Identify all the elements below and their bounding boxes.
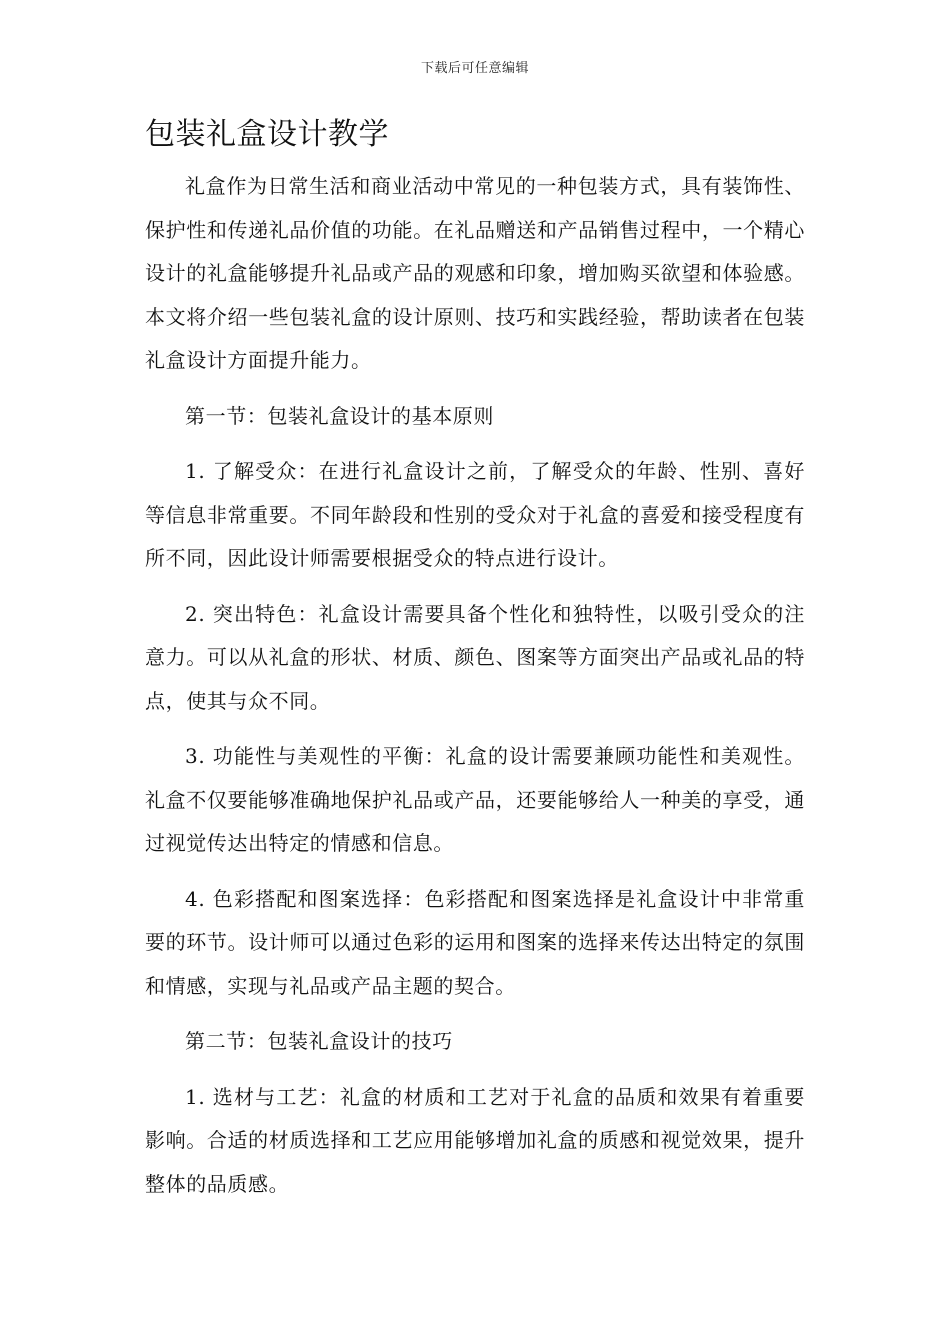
document-body — [145, 165, 805, 1218]
list-item: 3. 功能性与美观性的平衡：礼盒的设计需要兼顾功能性和美观性。礼盒不仅要能够准确地保护礼品或产品，还要能够给人一种美的享受，通过视觉传达出特定的情感和信息。 — [145, 744, 805, 855]
list-item: 1. 了解受众：在进行礼盒设计之前，了解受众的年龄、性别、喜好等信息非常重要。不同年龄段和性别的受众对于礼盒的喜爱和接受程度有所不同，因此设计师需要根据受众的特点进行设计。 — [145, 459, 805, 570]
header-note: 下载后可任意编辑 — [420, 61, 529, 76]
list-item: 2. 突出特色：礼盒设计需要具备个性化和独特性，以吸引受众的注意力。可以从礼盒的形状、材质、颜色、图案等方面突出产品或礼品的特点，使其与众不同。 — [145, 601, 805, 713]
document-title: 包装礼盒设计教学 — [145, 117, 389, 152]
section-heading-1: 第一节：包装礼盒设计的基本原则 — [185, 403, 494, 428]
section-heading-2: 第二节：包装礼盒设计的技巧 — [185, 1029, 453, 1053]
list-item: 4. 色彩搭配和图案选择：色彩搭配和图案选择是礼盒设计中非常重要的环节。设计师可以通过色彩的运用和图案的选择来传达出特定的氛围和情感，实现与礼品或产品主题的契合。 — [145, 886, 805, 998]
list-item: 1. 选材与工艺：礼盒的材质和工艺对于礼盒的品质和效果有着重要影响。合适的材质选择和工艺应用能够增加礼盒的质感和视觉效果，提升整体的品质感。 — [145, 1084, 805, 1196]
intro-paragraph: 礼盒作为日常生活和商业活动中常见的一种包装方式，具有装饰性、保护性和传递礼品价值的功能。在礼品赠送和产品销售过程中，一个精心设计的礼盒能够提升礼品或产品的观感和印象，增加购买欲望和体验感。本文将介绍一些包装礼盒的设计原则、技巧和实践经验，帮助读者在包装礼盒设计方面提升能力。 — [145, 174, 805, 372]
